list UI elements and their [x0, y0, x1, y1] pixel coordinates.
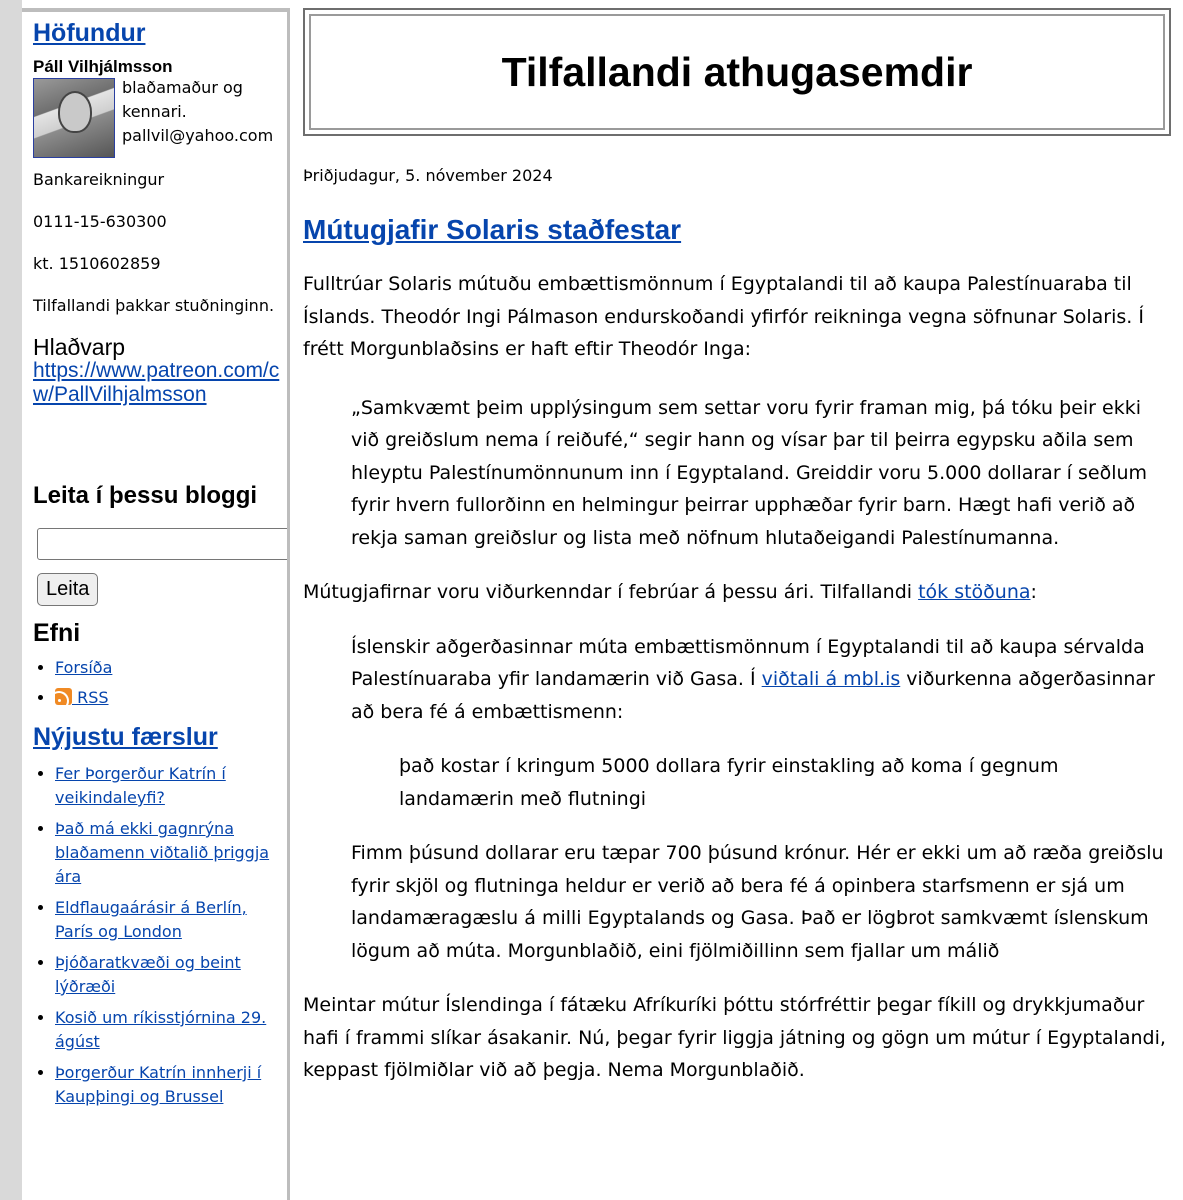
- author-desc-line-1: blaðamaður og: [122, 78, 243, 97]
- list-item: [55, 686, 287, 710]
- author-heading: [33, 18, 287, 48]
- post-paragraph-2: [303, 576, 1171, 609]
- topics-heading: Efni: [33, 619, 81, 647]
- author-name: Páll Vilhjálmsson: [33, 57, 173, 76]
- home-link[interactable]: Forsíða: [55, 658, 113, 677]
- bank-number: 0111-15-630300: [33, 212, 167, 231]
- q2-text: Íslenskir aðgerðasinnar múta embættismönnum í Egyptalandi til að kaupa sérvalda Palestínuaraba yfir landamærin við Gasa. Í: [351, 635, 1145, 690]
- newest-post-link[interactable]: Þjóðaratkvæði og beint lýðræði: [55, 953, 241, 996]
- list-item: [55, 1006, 287, 1054]
- post-title: [303, 214, 1171, 246]
- post-title-link[interactable]: Mútugjafir Solaris staðfestar: [303, 214, 682, 245]
- left-margin-band: [0, 0, 22, 1200]
- topics-list: [33, 656, 287, 710]
- list-item: [55, 951, 287, 999]
- site-title: Tilfallandi athugasemdir: [501, 48, 973, 95]
- q2-text-after: viðurkenna aðgerðasinnar að bera fé á embættismenn:: [351, 668, 1155, 723]
- newest-post-link[interactable]: Fer Þorgerður Katrín í veikindaleyfi?: [55, 764, 226, 807]
- blockquote-2: [351, 631, 1171, 968]
- post-date: Þriðjudagur, 5. nóvember 2024: [303, 166, 553, 185]
- newest-posts-list: [33, 762, 287, 1109]
- quote2-paragraph-2: Fimm þúsund dollarar eru tæpar 700 þúsund krónur. Hér er ekki um að ræða greiðslu fyrir skjöl og flutninga heldur er verið að bera fé á opinbera starfsmenn er sjá um landamæragæslu á milli Egyptalands og Gasa. Það er lögbrot samkvæmt íslenskum lögum að múta. Morgunblaðið, eini fjölmiðillinn sem fjallar um málið: [351, 842, 1164, 962]
- podcast-label: Hlaðvarp: [33, 334, 126, 360]
- newest-posts-link[interactable]: Nýjustu færslur: [33, 723, 218, 751]
- thanks-text: Tilfallandi þakkar stuðninginn.: [33, 296, 275, 315]
- author-description: [122, 76, 273, 158]
- podcast-link[interactable]: https://www.patreon.com/cw/PallVilhjalmsson: [33, 359, 280, 406]
- search-input[interactable]: [37, 528, 290, 560]
- main-content: [303, 8, 1171, 1087]
- sidebar: [22, 8, 290, 1200]
- newest-post-link[interactable]: Þorgerður Katrín innherji í Kaupþingi og Brussel: [55, 1063, 262, 1106]
- author-heading-link[interactable]: Höfundur: [33, 19, 146, 47]
- quote2-paragraph: [351, 631, 1171, 729]
- newest-post-link[interactable]: Það má ekki gagnrýna blaðamenn viðtalið þriggja ára: [55, 819, 270, 886]
- author-row: [33, 78, 287, 158]
- list-item: [55, 896, 287, 944]
- site-header: [303, 8, 1171, 136]
- list-item: [55, 817, 287, 889]
- p2-text: Mútugjafirnar voru viðurkenndar í febrúar á þessu ári. Tilfallandi: [303, 581, 919, 603]
- newest-post-link[interactable]: Eldflaugaárásir á Berlín, París og London: [55, 898, 247, 941]
- list-item: [55, 1061, 287, 1109]
- bank-label: Bankareikningur: [33, 170, 165, 189]
- list-item: [55, 762, 287, 810]
- blockquote-1: „Samkvæmt þeim upplýsingum sem settar voru fyrir framan mig, þá tóku þeir ekki við greiðslum nema í reiðufé,“ segir hann og vísar þar til þeirra egypsku aðila sem hleyptu Palestínumönnunum inn í Egyptaland. Greiddir voru 5.000 dollarar í seðlum fyrir hvern fullorðinn en helmingur þeirrar upphæðar fyrir barn. Hægt hafi verið að rekja saman greiðslur og lista með nöfnum hlutaðeigandi Palestínumanna.: [351, 396, 1148, 549]
- author-photo[interactable]: [33, 78, 115, 158]
- site-header-inner: [309, 14, 1165, 130]
- p2-colon: :: [1030, 581, 1037, 603]
- post-paragraph-3: Meintar mútur Íslendinga í fátæku Afríkuríki þóttu stórfréttir þegar fíkill og drykkjumaður hafi í frammi slíkar ásakanir. Nú, þegar fyrir liggja játning og gögn um mútur í Egyptalandi, keppast fjölmiðlar við að þegja. Nema Morgunblaðið.: [303, 994, 1166, 1081]
- rss-label: RSS: [72, 688, 109, 707]
- search-heading: Leita í þessu bloggi: [33, 482, 258, 509]
- mbl-interview-link[interactable]: viðtali á mbl.is: [761, 668, 901, 690]
- newest-posts-heading: [33, 722, 287, 752]
- tok-stoduna-link[interactable]: tók stöðuna: [918, 581, 1031, 603]
- author-email: pallvil@yahoo.com: [122, 126, 274, 145]
- kennitala: kt. 1510602859: [33, 254, 161, 273]
- author-desc-line-2: kennari.: [122, 102, 187, 121]
- newest-post-link[interactable]: Kosið um ríkisstjórnina 29. ágúst: [55, 1008, 267, 1051]
- list-item: [55, 656, 287, 680]
- nested-quote: það kostar í kringum 5000 dollara fyrir einstakling að koma í gegnum landamærin með flutningi: [399, 755, 1059, 810]
- search-button[interactable]: Leita: [37, 573, 98, 606]
- rss-link[interactable]: [55, 688, 109, 707]
- rss-icon: [55, 688, 72, 705]
- post-paragraph-1: Fulltrúar Solaris mútuðu embættismönnum í Egyptalandi til að kaupa Palestínuaraba til Íslands. Theodór Ingi Pálmason endurskoðandi yfirfór reikninga vegna söfnunar Solaris. Í frétt Morgunblaðsins er haft eftir Theodór Inga:: [303, 273, 1144, 360]
